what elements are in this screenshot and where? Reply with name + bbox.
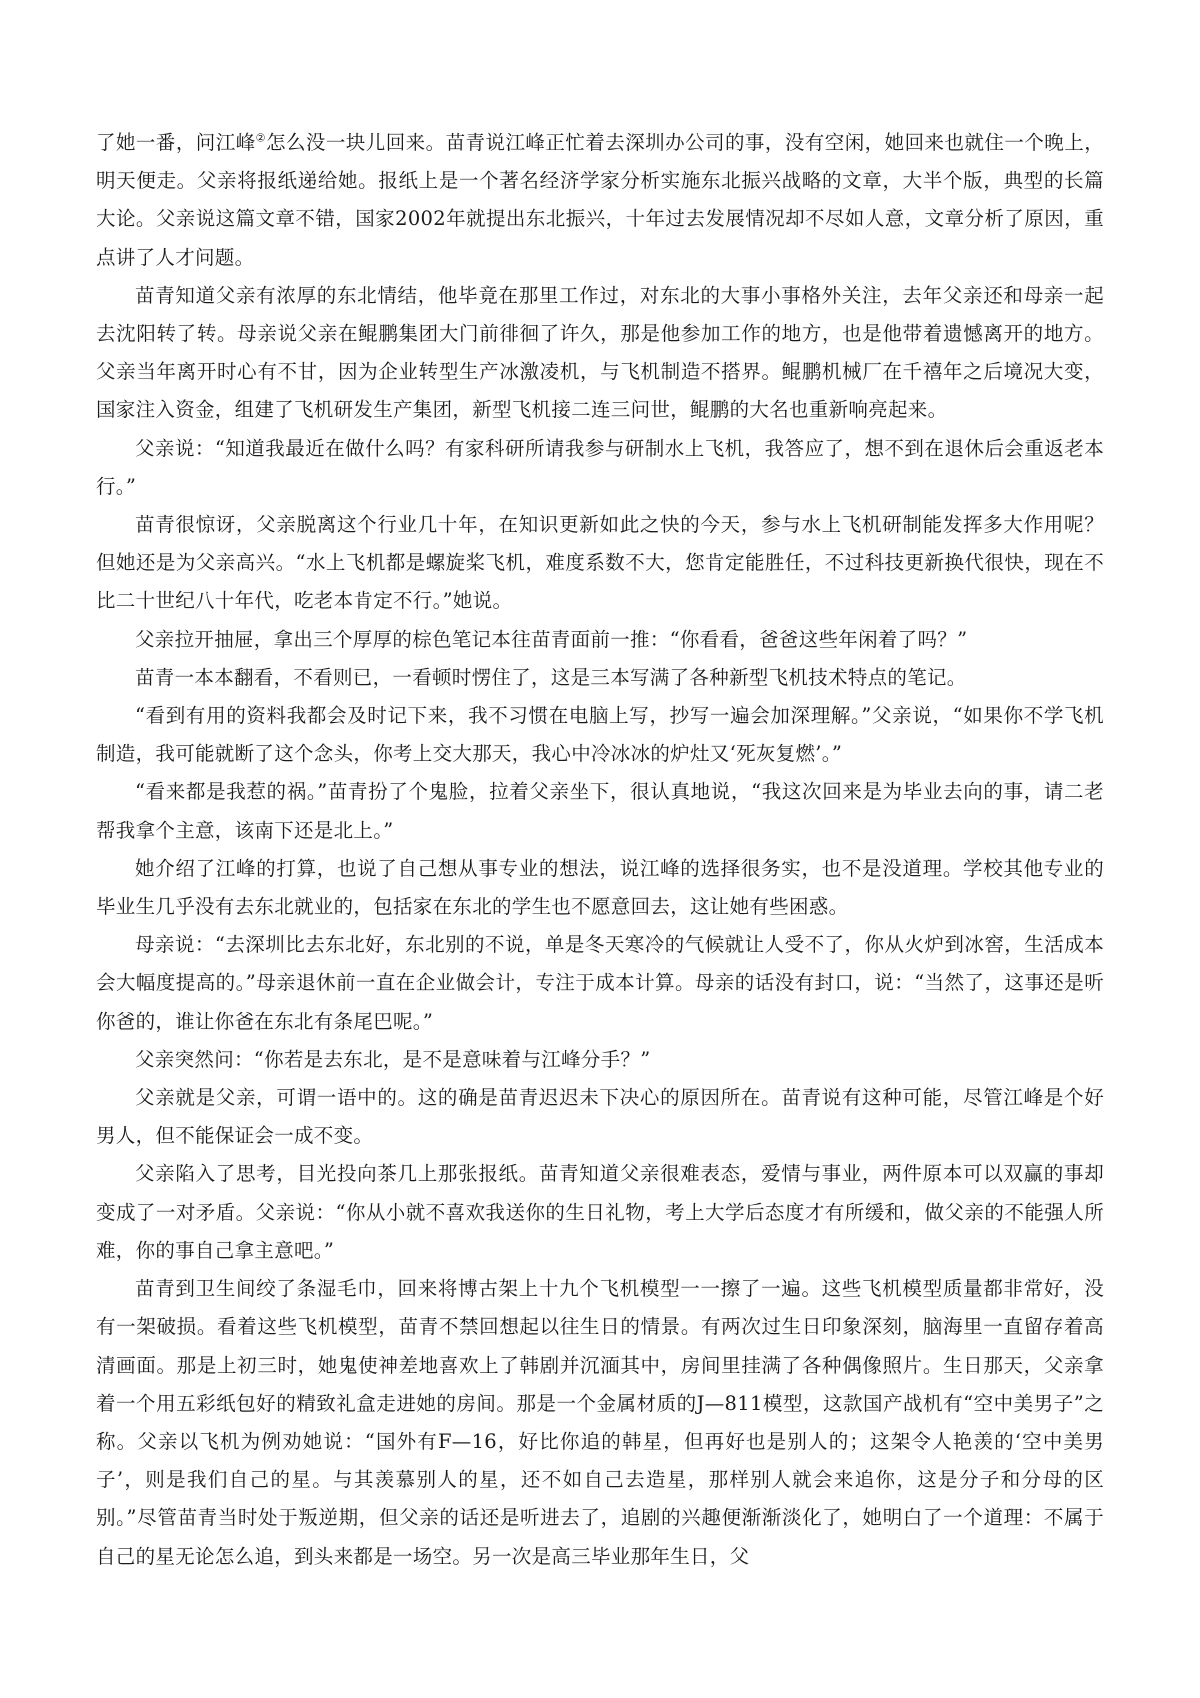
paragraph: 苗青一本本翻看，不看则已，一看顿时愣住了，这是三本写满了各种新型飞机技术特点的笔记。 [135,665,967,689]
paragraph-text: 怎么没一块儿回来。苗青说江峰正忙着去深圳办公司的事，没有空闲，她回来也就住一个晚上，明天便走。父亲将报纸递给她。报纸上是一个著名经济学家分析实施东北振兴战略的文章，大半个版，典型的长篇大论。父亲说这篇文章不错，国家2002年就提出东北振兴，十年过去发展情况却不尽如人意，文章分析了原因，重点讲了人才问题。 [96,131,1104,269]
paragraph: 父亲拉开抽屉，拿出三个厚厚的棕色笔记本往苗青面前一推：“你看看，爸爸这些年闲着了吗？” [135,627,968,651]
paragraph: 母亲说：“去深圳比去东北好，东北别的不说，单是冬天寒冷的气候就让人受不了，你从火炉到冰窖，生活成本会大幅度提高的。”母亲退休前一直在企业做会计，专注于成本计算。母亲的话没有封口，说：“当然了，这事还是听你爸的，谁让你爸在东北有条尾巴呢。” [96,933,1104,1033]
paragraph-text: 了她一番，问江峰 [96,131,256,154]
paragraph: 她介绍了江峰的打算，也说了自己想从事专业的想法，说江峰的选择很务实，也不是没道理。学校其他专业的毕业生几乎没有去东北就业的，包括家在东北的学生也不愿意回去，这让她有些困惑。 [96,856,1104,919]
paragraph: 苗青很惊讶，父亲脱离这个行业几十年，在知识更新如此之快的今天，参与水上飞机研制能发挥多大作用呢？但她还是为父亲高兴。“水上飞机都是螺旋桨飞机，难度系数不大，您肯定能胜任，不过科技更新换代很快，现在不比二十世纪八十年代，吃老本肯定不行。”她说。 [96,513,1104,613]
paragraph: 苗青到卫生间绞了条湿毛巾，回来将博古架上十九个飞机模型一一擦了一遍。这些飞机模型质量都非常好，没有一架破损。看着这些飞机模型，苗青不禁回想起以往生日的情景。有两次过生日印象深刻，脑海里一直留存着高清画面。那是上初三时，她鬼使神差地喜欢上了韩剧并沉湎其中，房间里挂满了各种偶像照片。生日那天，父亲拿着一个用五彩纸包好的精致礼盒走进她的房间。那是一个金属材质的J—811模型，这款国产战机有“空中美男子”之称。父亲以飞机为例劝她说：“国外有F—16，好比你追的韩星，但再好也是别人的；这架令人艳羡的‘空中美男子’，则是我们自己的星。与其羡慕别人的星，还不如自己去造星，那样别人就会来追你，这是分子和分母的区别。”尽管苗青当时处于叛逆期，但父亲的话还是听进去了，追剧的兴趣便渐渐淡化了，她明白了一个道理：不属于自己的星无论怎么追，到头来都是一场空。另一次是高三毕业那年生日，父 [96,1277,1104,1568]
paragraph [96,124,1104,277]
paragraph: “看到有用的资料我都会及时记下来，我不习惯在电脑上写，抄写一遍会加深理解。”父亲说，“如果你不学飞机制造，我可能就断了这个念头，你考上交大那天，我心中冷冰冰的炉灶又‘死灰复燃’。” [96,704,1104,766]
paragraph: 父亲突然问：“你若是去东北，是不是意味着与江峰分手？” [135,1047,651,1071]
paragraph: 父亲说：“知道我最近在做什么吗？有家科研所请我参与研制水上飞机，我答应了，想不到在退休后会重返老本行。” [96,436,1104,498]
paragraph: “看来都是我惹的祸。”苗青扮了个鬼脸，拉着父亲坐下，很认真地说，“我这次回来是为毕业去向的事，请二老帮我拿个主意，该南下还是北上。” [96,780,1104,842]
footnote-marker: ② [255,131,266,145]
paragraph: 父亲就是父亲，可谓一语中的。这的确是苗青迟迟未下决心的原因所在。苗青说有这种可能，尽管江峰是个好男人，但不能保证会一成不变。 [96,1086,1104,1148]
paragraph: 父亲陷入了思考，目光投向茶几上那张报纸。苗青知道父亲很难表态，爱情与事业，两件原本可以双赢的事却变成了一对矛盾。父亲说：“你从小就不喜欢我送你的生日礼物，考上大学后态度才有所缓和，做父亲的不能强人所难，你的事自己拿主意吧。” [96,1162,1104,1262]
paragraph: 苗青知道父亲有浓厚的东北情结，他毕竟在那里工作过，对东北的大事小事格外关注，去年父亲还和母亲一起去沈阳转了转。母亲说父亲在鲲鹏集团大门前徘徊了许久，那是他参加工作的地方，也是他带着遗憾离开的地方。父亲当年离开时心有不甘，因为企业转型生产冰激凌机，与飞机制造不搭界。鲲鹏机械厂在千禧年之后境况大变，国家注入资金，组建了飞机研发生产集团，新型飞机接二连三问世，鲲鹏的大名也重新响亮起来。 [96,283,1104,422]
